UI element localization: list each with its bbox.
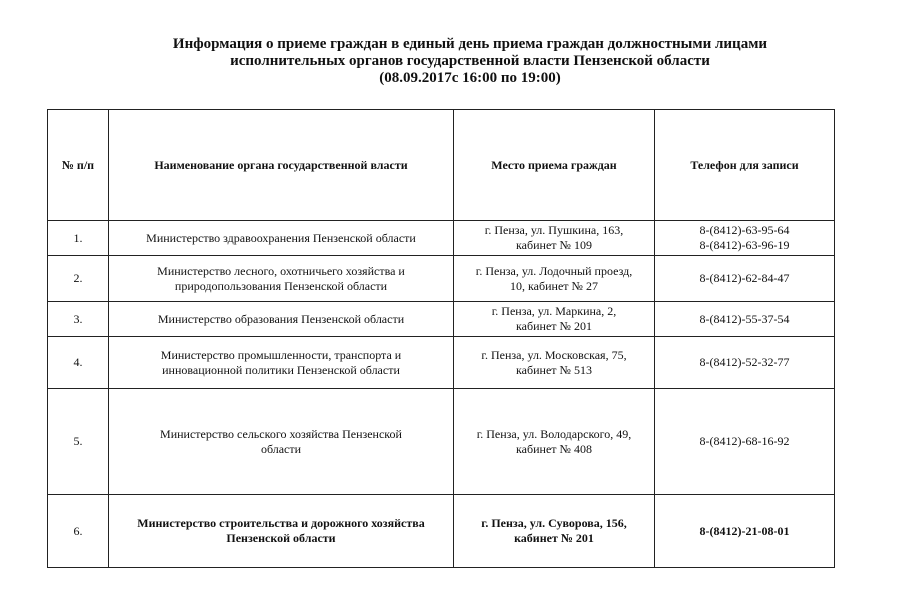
table-row: [48, 389, 835, 495]
table-row: [48, 221, 835, 256]
header-place: Место приема граждан: [454, 110, 655, 221]
row-place: [454, 256, 655, 302]
place-line: г. Пенза, ул. Суворова, 156,: [481, 516, 627, 530]
place-line: г. Пенза, ул. Пушкина, 163,: [484, 223, 624, 237]
row-num: 1.: [48, 221, 109, 256]
row-organ: [109, 495, 454, 568]
place-line: г. Пенза, ул. Маркина, 2,: [491, 304, 617, 318]
row-num: 3.: [48, 302, 109, 337]
place-line: кабинет № 201: [516, 319, 592, 333]
row-organ: [109, 256, 454, 302]
row-place: [454, 495, 655, 568]
table-row: [48, 256, 835, 302]
row-place: [454, 221, 655, 256]
title-line-3: (08.09.2017с 16:00 по 19:00): [379, 70, 561, 86]
phone-line: 8-(8412)-63-96-19: [699, 238, 790, 252]
header-num: № п/п: [48, 110, 109, 221]
place-line: кабинет № 109: [516, 238, 592, 252]
document-title: [0, 36, 900, 87]
row-organ: Министерство образования Пензенской области: [109, 302, 454, 337]
row-organ: [109, 337, 454, 389]
row-phone: 8-(8412)-68-16-92: [655, 389, 835, 495]
organ-line: инновационной политики Пензенской области: [162, 362, 400, 377]
row-num: 4.: [48, 337, 109, 389]
table-row: [48, 302, 835, 337]
place-line: кабинет № 201: [514, 531, 594, 545]
row-phone: 8-(8412)-62-84-47: [655, 256, 835, 302]
row-organ: [109, 389, 454, 495]
organ-line: природопользования Пензенской области: [174, 278, 388, 293]
place-line: 10, кабинет № 27: [510, 278, 598, 293]
row-phone: 8-(8412)-52-32-77: [655, 337, 835, 389]
organ-line: области: [260, 441, 302, 456]
row-place: [454, 302, 655, 337]
header-organ: Наименование органа государственной власти: [109, 110, 454, 221]
phone-line: 8-(8412)-63-95-64: [699, 223, 790, 237]
organ-line: Министерство сельского хозяйства Пензенской: [160, 426, 402, 441]
organ-line: Пензенской области: [226, 531, 336, 545]
organ-line: Министерство строительства и дорожного хозяйства: [137, 516, 425, 530]
title-line-1: Информация о приеме граждан в единый день приема граждан должностными лицами: [172, 36, 768, 52]
organ-line: Министерство промышленности, транспорта и: [160, 347, 402, 362]
row-phone: [655, 221, 835, 256]
row-place: [454, 337, 655, 389]
place-line: г. Пенза, ул. Московская, 75,: [481, 347, 627, 362]
row-num: 2.: [48, 256, 109, 302]
title-line-2: исполнительных органов государственной власти Пензенской области: [230, 53, 710, 69]
place-line: г. Пенза, ул. Лодочный проезд,: [475, 263, 633, 278]
place-line: кабинет № 513: [516, 362, 592, 377]
header-phone: Телефон для записи: [655, 110, 835, 221]
table-row: [48, 337, 835, 389]
table-header-row: [48, 110, 835, 221]
reception-table: [47, 109, 835, 568]
row-phone: 8-(8412)-21-08-01: [655, 495, 835, 568]
place-line: г. Пенза, ул. Володарского, 49,: [476, 426, 632, 441]
place-line: кабинет № 408: [516, 441, 592, 456]
table-row: [48, 495, 835, 568]
row-place: [454, 389, 655, 495]
row-organ: Министерство здравоохранения Пензенской области: [109, 221, 454, 256]
row-phone: 8-(8412)-55-37-54: [655, 302, 835, 337]
row-num: 5.: [48, 389, 109, 495]
row-num: 6.: [48, 495, 109, 568]
organ-line: Министерство лесного, охотничьего хозяйства и: [157, 263, 405, 278]
